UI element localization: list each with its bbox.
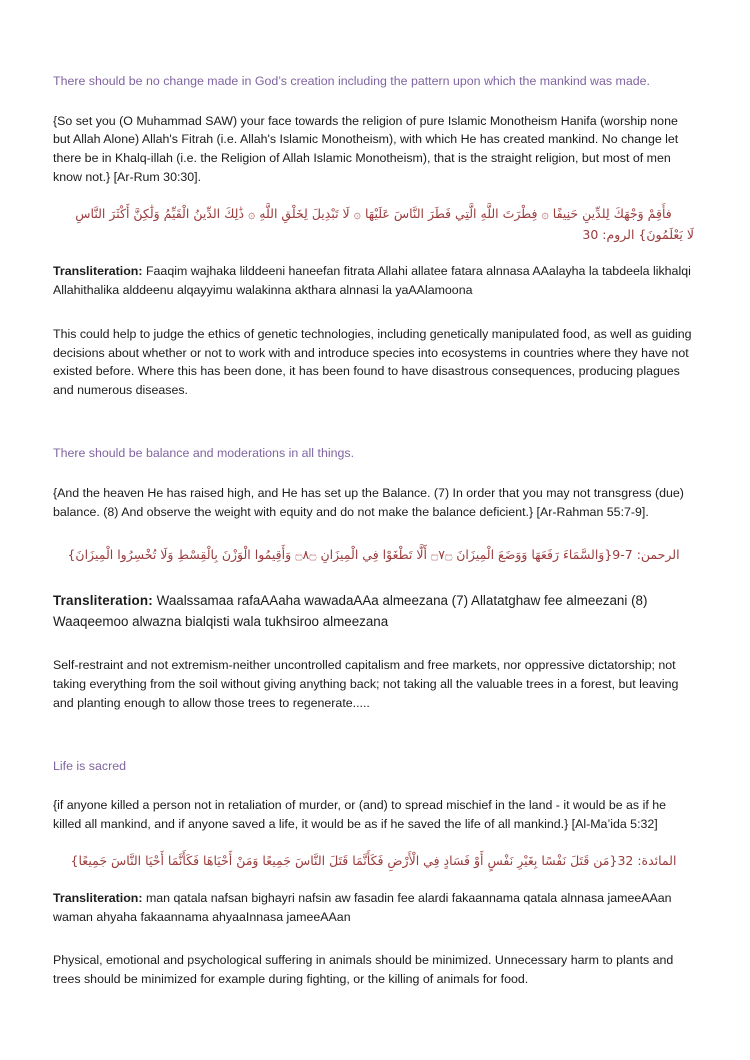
transliteration-block bbox=[53, 590, 694, 632]
commentary-paragraph: Self-restraint and not extremism-neither uncontrolled capitalism and free markets, nor oppressive dictatorship; not taking everything from the soil without giving anything back; not taking all the valuable trees in a forest, but leaving and planting enough to allow those trees to regenerate..... bbox=[53, 658, 679, 710]
transliteration-label: Transliteration: bbox=[53, 264, 143, 279]
commentary-paragraph: Physical, emotional and psychological suffering in animals should be minimized. Unnecessary harm to plants and trees should be minimized for example during fighting, or the killing of animals for food. bbox=[53, 953, 674, 987]
spacer bbox=[53, 95, 694, 112]
quran-translation: {And the heaven He has raised high, and He has set up the Balance. (7) In order that you may not transgress (due) balance. (8) And observe the weight with equity and do not make the balance deficient.} [Ar-Rahman 55:7-9]. bbox=[53, 485, 684, 519]
section-heading: Life is sacred bbox=[53, 758, 127, 773]
section-spacer bbox=[53, 400, 694, 444]
transliteration-label: Transliteration: bbox=[53, 890, 143, 905]
transliteration-text: man qatala nafsan bighayri nafsin aw fasadin fee alardi fakaannama qatala alnnasa jameeAAan waman ahyaha fakaannama ahyaaInnasa jameeAAan bbox=[53, 890, 672, 924]
section-life-is-sacred bbox=[53, 757, 694, 989]
section-heading: There should be balance and moderations in all things. bbox=[53, 446, 355, 461]
arabic-verse-text: {مَن قَتَلَ نَفْسًا بِغَيْرِ نَفْسٍ أَوْ فَسَادٍ فِي الْأَرْضِ فَكَأَنَّمَا قَتَلَ النَّاسَ جَمِيعًا وَمَنْ أَحْيَاهَا فَكَأَنَّمَا أَحْيَا النَّاسَ جَمِيعًا} bbox=[70, 853, 618, 869]
transliteration-block bbox=[53, 262, 694, 300]
section-balance-and-moderation bbox=[53, 444, 694, 713]
spacer bbox=[53, 632, 694, 656]
spacer bbox=[53, 245, 694, 262]
section-heading: There should be no change made in God’s creation including the pattern upon which the mankind was made. bbox=[53, 74, 650, 88]
spacer bbox=[53, 566, 694, 590]
arabic-verse-line-2: لَا يَعْلَمُونَ} الروم: 30 bbox=[582, 226, 694, 242]
quran-translation: {if anyone killed a person not in retaliation of murder, or (and) to spread mischief in the land - it would be as if he killed all mankind, and if anyone saved a life, it would be as if he saved the life of all mankind.} [Al-Ma’ida 5:32] bbox=[53, 798, 666, 832]
spacer bbox=[53, 834, 694, 851]
spacer bbox=[53, 467, 694, 484]
transliteration-block bbox=[53, 889, 694, 927]
arabic-verse-line-1: فأَقِمْ وَجْهَكَ لِلدِّينِ حَنِيفًا ۞ فِطْرَتَ اللَّهِ الَّتِي فَطَرَ النَّاسَ عَلَيْهَا ۞ لَا تَبْدِيلَ لِخَلْقِ اللَّهِ ۞ ذَٰلِكَ الدِّينُ الْقَيِّمُ وَلَٰكِنَّ أَكْثَرَ النَّاسِ bbox=[75, 205, 672, 221]
quran-translation: {So set you (O Muhammad SAW) your face towards the religion of pure Islamic Monotheism Hanifa (worship none but Allah Alone) Allah's Fitrah (i.e. Allah's Islamic Monotheism), with which He has created mankind. No change let there be in Khalq-illah (i.e. the Religion of Allah Islamic Monotheism), that is the straight religion, but most of men know not.} [Ar-Rum 30:30]. bbox=[53, 113, 679, 185]
arabic-verse-text: {وَالسَّمَاءَ رَفَعَهَا وَوَضَعَ الْمِيزَانَ ۝٧۝ أَلَّا تَطْغَوْا فِي الْمِيزَانِ ۝٨۝ وَأَقِيمُوا الْوَزْنَ بِالْقِسْطِ وَلَا تُخْسِرُوا الْمِيزَانَ} bbox=[67, 547, 613, 563]
section-spacer bbox=[53, 713, 694, 757]
spacer bbox=[53, 187, 694, 204]
spacer bbox=[53, 927, 694, 951]
transliteration-text: Waalssamaa rafaAAaha wawadaAAa almeezana (7) Allatatghaw fee almeezani (8) Waaqeemoo alwazna bialqisti wala tukhsiroo almeezana bbox=[53, 592, 648, 630]
spacer bbox=[53, 301, 694, 325]
arabic-reference: المائدة: 32 bbox=[617, 853, 677, 869]
spacer bbox=[53, 779, 694, 796]
transliteration-text: Faaqim wajhaka lilddeeni haneefan fitrata Allahi allatee fatara alnnasa AAalayha la tabdeela likhalqi Allahithalika alddeenu alqayyimu walakinna akthara alnnasi la yaAAlamoona bbox=[53, 264, 691, 298]
arabic-verse-line-1 bbox=[53, 851, 694, 872]
spacer bbox=[53, 872, 694, 889]
transliteration-label: Transliteration: bbox=[53, 592, 153, 608]
spacer bbox=[53, 521, 694, 545]
section-no-change-in-creation bbox=[53, 72, 694, 400]
commentary-paragraph: This could help to judge the ethics of genetic technologies, including genetically manipulated food, as well as guiding decisions about whether or not to work with and introduce species into ecosystems in countries where they have not existed before. Where this has been done, it has been found to have disastrous consequences, producing plagues and numerous diseases. bbox=[53, 326, 692, 398]
arabic-reference: الرحمن: 7-9 bbox=[612, 547, 680, 563]
arabic-verse-line-1 bbox=[53, 545, 694, 566]
